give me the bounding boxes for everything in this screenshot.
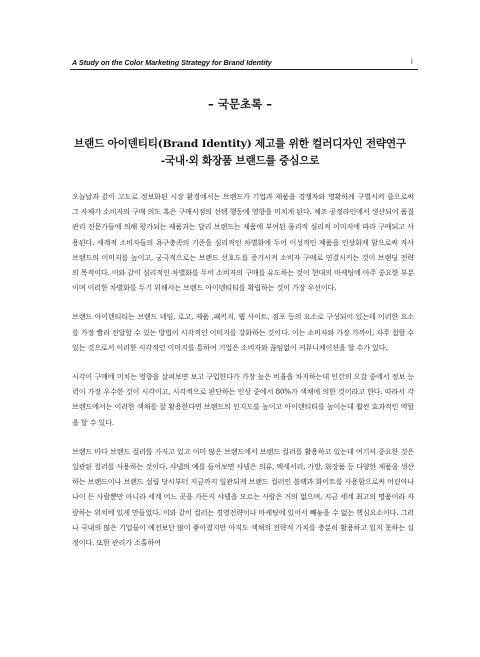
paragraph-4: 브랜드 마다 브랜드 컬러를 가지고 있고 이미 많은 브랜드에서 브랜드 컬러를 활용하고 있는데 여기서 중요한 것은 일관된 컬러를 사용하는 것이다. 샤넬의 예를 들어보면 샤넬은 의류, 액세서리, 가방, 화장품 등 다양한 제품을 생산하는 브랜드이나 브랜드 설립 당시부터 지금까지 일관되게 브랜드 컬러인 블랙과 화이트를 사용함으로써 어린아나 나이 든 사람뿐만 아니라 세계 어느 곳을 가든지 샤넬을 모르는 사람은 거의 없으며, 지금 세계 최고의 명품이라 자랑하는 위치에 있게 만들었다. 이와 같이 컬러는 경영전략이나 마케팅에 있어서 빼놓을 수 없는 핵심요소이다. 그러나 국내의 많은 기업들이 예전보단 많이 좋아졌지만 아직도 색채의 전략적 가치를 충분히 활용하고 있지 못하는 실정이다. 또한 관리가 소홀하여 (72, 446, 414, 548)
running-header: A Study on the Color Marketing Strategy for Brand Identity (72, 58, 272, 67)
paragraph-1: 오늘날과 같이 고도로 정보화된 시장 환경에서는 브랜드가 기업과 제품을 경쟁자와 명확하게 구별시켜 줌으로써 그 자체가 소비자의 구매 의도 혹은 구매시점의 선택 행동에 영향을 미치게 된다. 제조 공정라인에서 생산되어 품질관리 전문가들에 의해 평가되는 제품과는 달리 브랜드는 제품에 부여된 물리적 심리적 이미지에 따라 구매되고 사용된다. 세계적 소비자들의 욕구충족의 기준을 심리적인 차별화에 두어 이성적인 제품을 인상화게 함으로써 자사 브랜드의 이미지를 높이고, 궁극적으로는 브랜드 선호도를 증가시켜 소비자 구매로 연결시키는 것이 브랜딩 전략의 목적이다. 이와 같이 심리적인 차별화를 두어 소비자의 구매를 유도하는 것이 현대의 마케팅에 아주 중요한 부분이며 이러한 차별화를 두기 위해서는 브랜드 아이덴티티를 확립하는 것이 가장 우선이다. (72, 192, 414, 293)
paper-title: 브랜드 아이덴티티(Brand Identity) 제고를 위한 컬러디자인 전략연구 (74, 138, 406, 150)
abstract-body (72, 189, 414, 564)
page-mark: i (411, 57, 413, 66)
paragraph-3: 시각이 구매에 미치는 영향을 살펴보면 보고 구입한다가 가장 높은 비율을 차지하는데 인간의 오감 중에서 정보 능력이 가장 우수한 것이 시각이고, 시각적으로 판단하는 인상 중에서 80%가 색채에 의한 것이라고 한다. 따라서 각 브랜드에서는 이러한 색채를 잘 활용한다면 브랜드의 인지도를 높이고 아이덴티티를 높이는데 훨씬 효과적인 역할을 할 수 있다. (72, 372, 414, 427)
paragraph-2: 브랜드 아이덴티티는 브랜드 네임, 로고, 제품 ,패키지, 웹 사이트, 점포 등의 요소로 구성되어 있는데 이러한 요소를 가장 빨리 전달할 수 있는 방법이 시각적인 이미지를 강화하는 것이다. 이는 소비자와 가장 가까이, 자주 접할 수 있는 것으로서 이러한 시각적인 이미지를 통하여 기업은 소비자와 끊임없이 커뮤니케이션을 할 수가 있다. (72, 312, 414, 352)
header-rule (70, 69, 418, 70)
paper-subtitle: -국내·외 화장품 브랜드를 중심으로 (160, 155, 320, 167)
abstract-label: – 국문초록 – (208, 97, 272, 111)
